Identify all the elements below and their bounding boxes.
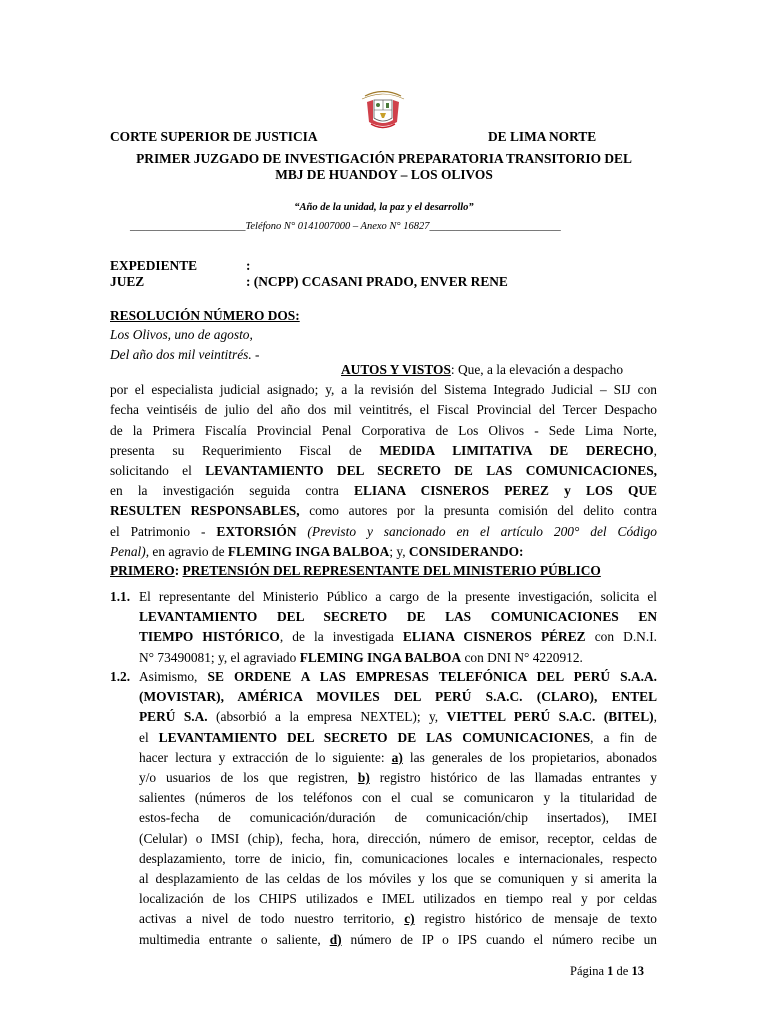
court-line-2: PRIMER JUZGADO DE INVESTIGACIÓN PREPARATORIA TRANSITORIO DEL [136,151,632,166]
phone-rule-left: ______________________ [130,221,246,232]
autos-line: el Patrimonio - EXTORSIÓN (Previsto y sancionado en el artículo 200° del Código [110,523,657,539]
item-1-1-paragraph: El representante del Ministerio Público a cargo de la presente investigación, solicita el LEVANTAMIENTO DEL SECRETO DE LAS COMUNICACIONES EN TIEMPO HISTÓRICO, de la investigada ELIANA CISNEROS PÉREZ con D.N.I. N° 73490081; y, el agraviado FLEMING INGA BALBOA con DNI N° 4220912. [139,589,657,665]
section-heading-primero: PRIMERO: PRETENSIÓN DEL REPRESENTANTE DEL MINISTERIO PÚBLICO [110,563,601,578]
expediente-value: : [246,258,251,273]
peru-coat-of-arms-icon [357,86,409,132]
page-number: Página 1 de 13 [570,964,644,978]
item-number: 1.2. [110,669,131,684]
autos-line: solicitando el LEVANTAMIENTO DEL SECRETO DE LAS COMUNICACIONES, [110,463,657,479]
autos-line: AUTOS Y VISTOS: Que, a la elevación a despacho [341,362,624,377]
autos-line: RESULTEN RESPONSABLES, como autores por la presunta comisión del delito contra [110,503,657,519]
autos-line: de la Primera Fiscalía Provincial Penal Corporativa de Los Olivos - Sede Lima Norte, [110,422,657,438]
resolution-date-1: Los Olivos, uno de agosto, [110,327,253,342]
resolution-title: RESOLUCIÓN NÚMERO DOS: [110,308,300,323]
item-number: 1.1. [110,589,131,604]
year-motto: “Año de la unidad, la paz y el desarrollo” [294,202,474,213]
court-name-left: CORTE SUPERIOR DE JUSTICIA [110,129,318,144]
court-name-right: DE LIMA NORTE [488,129,597,144]
autos-line: presenta su Requerimiento Fiscal de MEDIDA LIMITATIVA DE DERECHO, [110,442,657,458]
court-line-3: MBJ DE HUANDOY – LOS OLIVOS [275,167,493,182]
item-1-2-paragraph: Asimismo, SE ORDENE A LAS EMPRESAS TELEFÓNICA DEL PERÚ S.A.A. (MOVISTAR), AMÉRICA MOVILES DEL PERÚ S.A.C. (CLARO), ENTEL PERÚ S.A. (absorbió a la empresa NEXTEL); y, VIETTEL PERÚ S.A.C. (BITEL), el LEVANTAMIENTO DEL SECRETO DE LAS COMUNICACIONES, a fin de hacer lectura y extracción de lo siguiente: a) las generales de los propietarios, abonados y/o usuarios de los que registren, b) registro histórico de las llamadas entrantes y salientes (números de los teléfonos con el cual se comunicaron y la titularidad de estos-fecha de comunicación/duración de comunicación/chip insertados), IMEI (Celular) o IMSI (chip), fecha, hora, dirección, número de emisor, receptor, celdas de desplazamiento, torre de inicio, fin, comunicaciones locales e internacionales, respecto al desplazamiento de las celdas de los móviles y los que se comuniquen y si amerita la localización de los CHIPS utilizados e IMEL utilizados en tiempo real y por celdas activas a nivel de todo nuestro territorio, c) registro histórico de mensaje de texto multimedia entrante o saliente, d) número de IP o IPS cuando el número recibe un [139,669,657,947]
phone-number: Teléfono N° 0141007000 – Anexo N° 16827 [245,221,430,232]
phone-rule-right: _________________________ [429,221,561,232]
autos-line: Penal), en agravio de FLEMING INGA BALBOA; y, CONSIDERANDO: [110,543,524,559]
juez-label: JUEZ [110,274,145,289]
autos-label: AUTOS Y VISTOS [341,362,451,377]
autos-paragraph [110,360,657,562]
autos-line: en la investigación seguida contra ELIANA CISNEROS PEREZ y LOS QUE [110,483,657,499]
phone-line [130,221,640,232]
resolution-date-2: Del año dos mil veintitrés. - [110,347,260,362]
autos-line: fecha veintiséis de julio del año dos mil veintitrés, el Fiscal Provincial del Tercer Despacho [110,402,657,418]
juez-value: : (NCPP) CCASANI PRADO, ENVER RENE [246,274,508,289]
autos-line: por el especialista judicial asignado; y, a la revisión del Sistema Integrado Judicial – SIJ con [110,382,657,398]
expediente-label: EXPEDIENTE [110,258,198,273]
